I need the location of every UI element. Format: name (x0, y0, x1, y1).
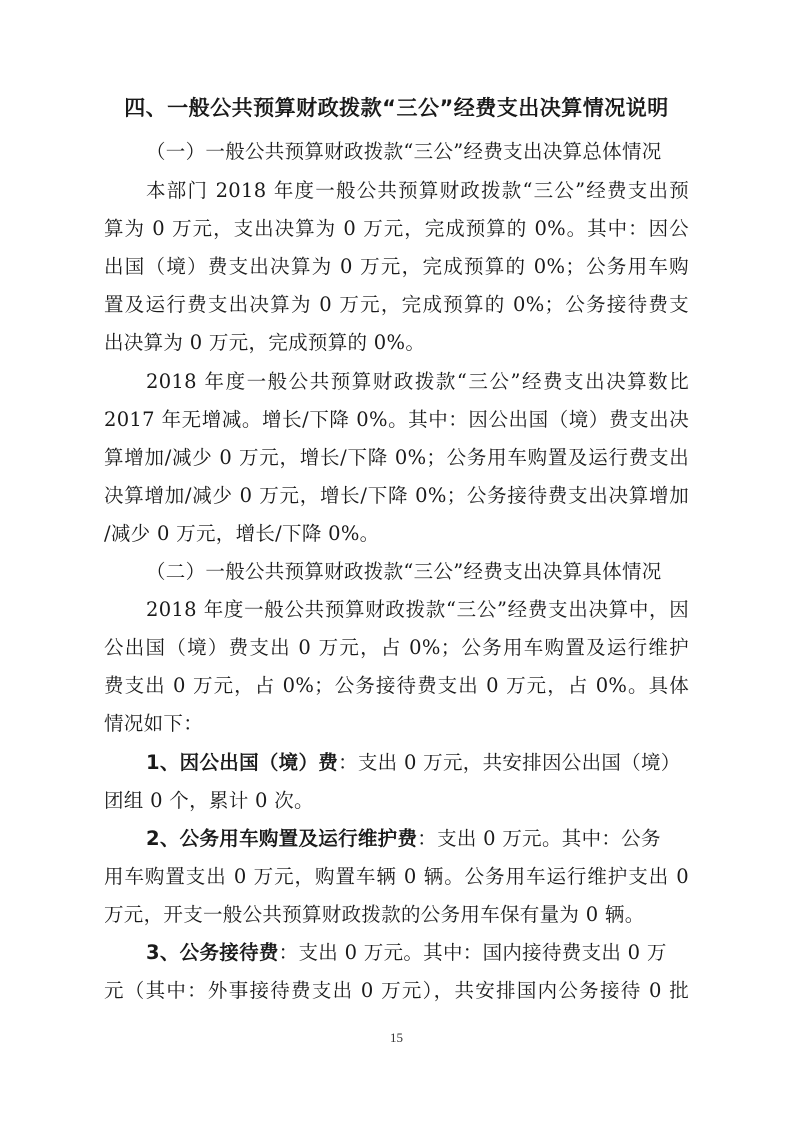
paragraph-line: 本部门 2018 年度一般公共预算财政拨款“三公”经费支出预 (146, 179, 689, 202)
item1-label: 1、因公出国（境）费 (146, 751, 339, 774)
paragraph-line: 2018 年度一般公共预算财政拨款“三公”经费支出决算数比 (146, 370, 689, 393)
paragraph-line: 万元，开支一般公共预算财政拨款的公务用车保有量为 0 辆。 (104, 903, 645, 926)
item3-line (146, 939, 689, 967)
section-title: 四、一般公共预算财政拨款“三公”经费支出决算情况说明 (124, 96, 669, 120)
page-number: 15 (390, 1030, 403, 1045)
paragraph-line: 算增加/减少 0 万元，增长/下降 0%；公务用车购置及运行费支出 (104, 446, 689, 469)
item1-text: ：支出 0 万元，共安排因公出国（境） (338, 751, 681, 774)
item3-label: 3、公务接待费 (146, 941, 279, 964)
paragraph-line: 置及运行费支出决算为 0 万元，完成预算的 0%；公务接待费支 (104, 293, 689, 316)
paragraph-line: 用车购置支出 0 万元，购置车辆 0 辆。公务用车运行维护支出 0 (104, 865, 689, 888)
paragraph-line: 算为 0 万元，支出决算为 0 万元，完成预算的 0%。其中：因公 (104, 217, 689, 240)
paragraph-line: /减少 0 万元，增长/下降 0%。 (104, 522, 380, 545)
item2-label: 2、公务用车购置及运行维护费 (146, 827, 418, 850)
item2-text: ：支出 0 万元。其中：公务 (417, 827, 661, 850)
paragraph-line: 元（其中：外事接待费支出 0 万元），共安排国内公务接待 0 批 (104, 979, 689, 1002)
section2-heading: （二）一般公共预算财政拨款“三公”经费支出决算具体情况 (146, 560, 662, 583)
paragraph-line: 出决算为 0 万元，完成预算的 0%。 (104, 331, 426, 354)
paragraph-line: 情况如下： (104, 712, 204, 735)
paragraph-line: 费支出 0 万元，占 0%；公务接待费支出 0 万元，占 0%。具体 (104, 674, 689, 697)
paragraph-line: 出国（境）费支出决算为 0 万元，完成预算的 0%；公务用车购 (104, 255, 689, 278)
section1-heading: （一）一般公共预算财政拨款“三公”经费支出决算总体情况 (146, 140, 662, 163)
paragraph-line: 2018 年度一般公共预算财政拨款“三公”经费支出决算中，因 (146, 598, 689, 621)
item3-text: ：支出 0 万元。其中：国内接待费支出 0 万 (278, 941, 667, 964)
paragraph-line: 2017 年无增减。增长/下降 0%。其中：因公出国（境）费支出决 (104, 408, 689, 431)
paragraph-line: 团组 0 个，累计 0 次。 (104, 789, 314, 812)
item1-line (146, 749, 689, 777)
paragraph-line: 决算增加/减少 0 万元，增长/下降 0%；公务接待费支出决算增加 (104, 484, 689, 507)
item2-line (146, 825, 689, 853)
paragraph-line: 公出国（境）费支出 0 万元，占 0%；公务用车购置及运行维护 (104, 636, 689, 659)
